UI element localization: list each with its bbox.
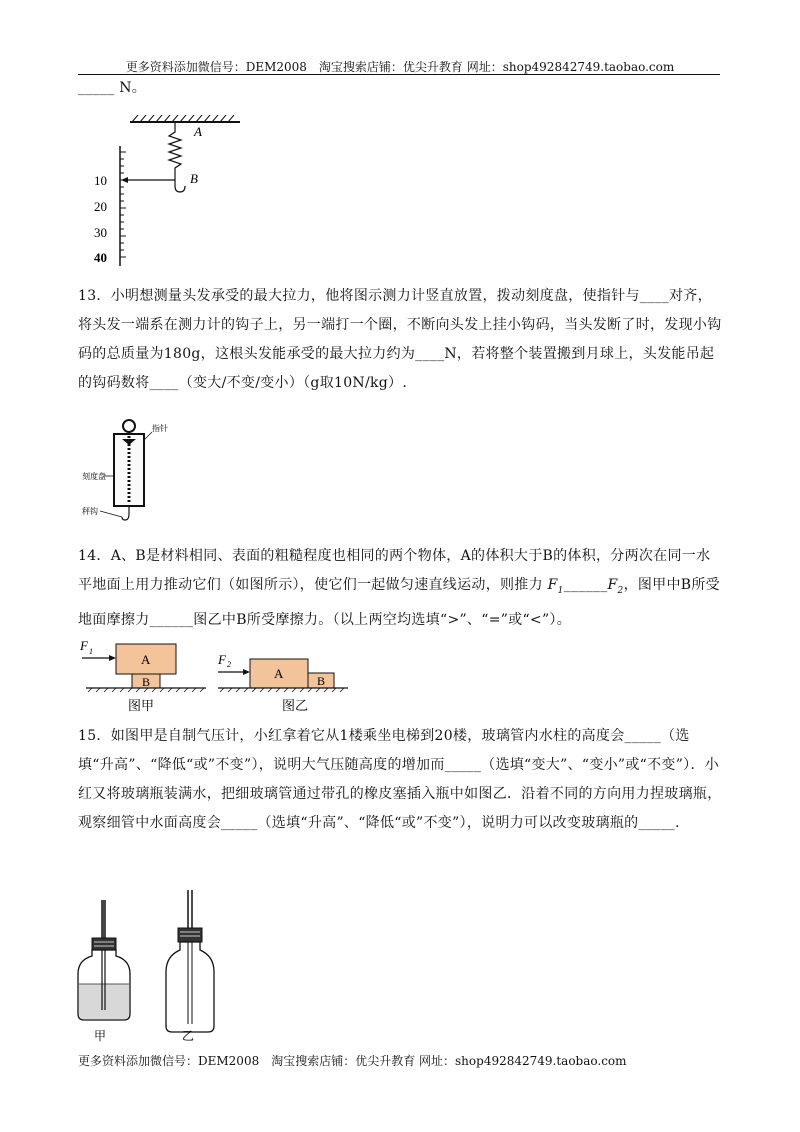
tick-10: 10 [94,173,107,188]
label-hook: 秤钩 [82,507,98,516]
f2-symbol: F [607,577,618,593]
f1-symbol: F [547,577,558,593]
page-footer: 更多资料添加微信号：DEM2008 淘宝搜索店铺：优尖升教育 网址：shop492842749.taobao.com [78,1054,627,1068]
right-force-label: F [218,652,226,667]
q13-dynamometer-figure [82,418,192,530]
left-block-a: A [141,652,151,667]
left-block-b: B [142,675,151,689]
tick-40: 40 [94,250,107,265]
tick-30: 30 [94,225,107,240]
right-block-b: B [317,674,326,688]
label-pointer: 指针 [152,424,168,433]
right-block-a: A [274,666,284,681]
label-a: A [194,124,202,139]
left-force-sub: 1 [89,647,93,656]
q12-spring-figure [90,108,260,268]
f1-subscript: 1 [557,585,564,596]
question-14-text [78,542,722,635]
f2-subscript: 2 [617,585,624,596]
q14-text-b: ，图甲中B所受地面摩擦力______图乙中B所受摩擦力。（以上两空均选填“>”、“=”或“<”）。 [78,577,720,628]
bottle-caption-yi: 乙 [182,1029,195,1043]
left-force-label: F [80,638,88,653]
caption-left: 图甲 [128,698,155,713]
question-13-text: 13．小明想测量头发承受的最大拉力，他将图示测力计竖直放置，拨动刻度盘，使指针与____对齐，将头发一端系在测力计的钩子上，另一端打一个圈，不断向头发上挂小钩码，当头发断了时，发现小钩码的总质量为180g，这根头发能承受的最大拉力约为____N，若将整个装置搬到月球上，头发能吊起的钩码数将____（变大/不变/变小）（g取10N/kg）. [78,288,722,391]
q12-answer-line: _____ N。 [78,80,147,96]
tick-20: 20 [94,199,107,214]
bottle-caption-jia: 甲 [94,1029,107,1043]
q15-bottles-figure [72,886,272,1044]
q14-text-a: 14．A、B是材料相同、表面的粗糙程度也相同的两个物体，A的体积大于B的体积，分两次在同一水平地面上用力推动它们（如图所示），使它们一起做匀速直线运动，则推力 [78,548,711,593]
page-header: 更多资料添加微信号：DEM2008 淘宝搜索店铺：优尖升教育 网址：shop492842749.taobao.com [125,60,675,74]
q14-blank-1: ______ [563,577,608,593]
right-force-sub: 2 [227,660,231,669]
question-15-text: 15．如图甲是自制气压计，小红拿着它从1楼乘坐电梯到20楼，玻璃管内水柱的高度会_____（选填“升高”、“降低“或”不变”），说明大气压随高度的增加而_____（选填“变大”、“变小”或“不变”）．小红又将玻璃瓶装满水，把细玻璃管通过带孔的橡皮塞插入瓶中如图乙．沿着不同的方向用力捏玻璃瓶，观察细管中水面高度会_____（选填“升高”、“降低“或”不变”），说明力可以改变玻璃瓶的_____. [78,728,722,831]
label-b: B [190,171,198,186]
q14-blocks-figure [78,632,368,722]
label-dial: 刻度盘 [82,472,106,481]
caption-right: 图乙 [282,698,309,713]
